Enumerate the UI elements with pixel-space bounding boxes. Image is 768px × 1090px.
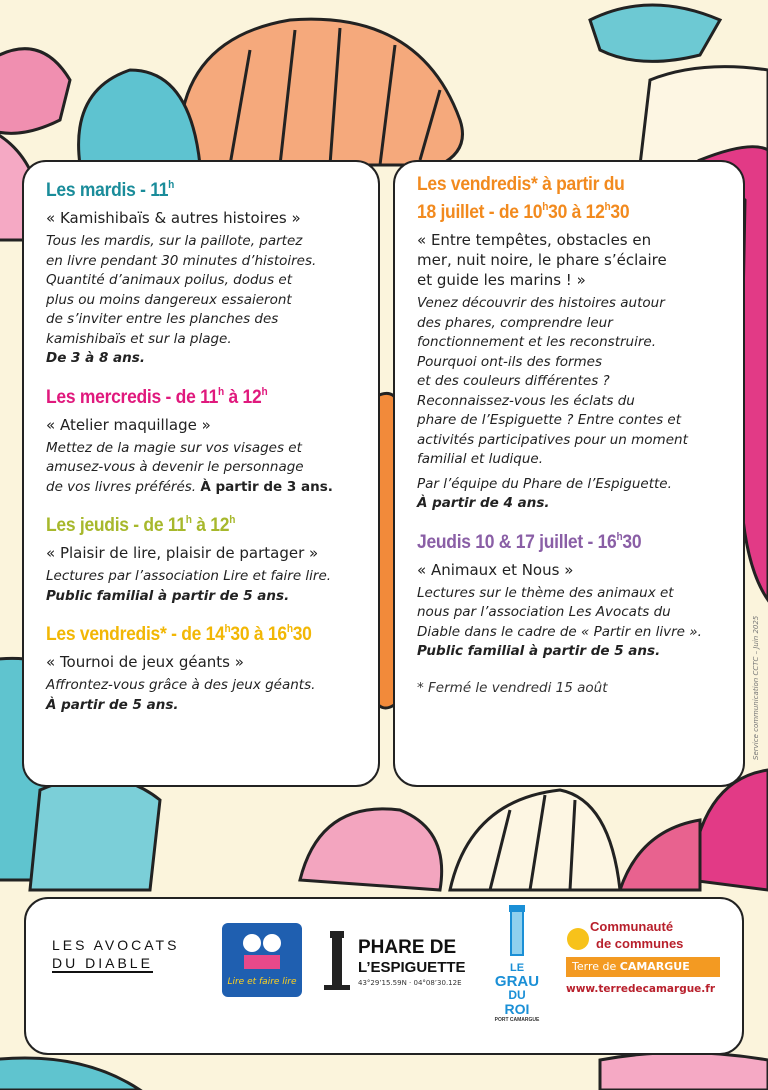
section-jeudis	[46, 509, 358, 606]
title-plaisir-de-lire: « Plaisir de lire, plaisir de partager »	[46, 544, 319, 562]
description-mardis: Tous les mardis, sur la paillote, partez en livre pendant 30 minutes d’histoires. Quantité d’animaux poilus, dodus et plus ou moins dangereux essaieront de s’inviter entre les planches des kamishibaïs et sur la plage. De 3 à 8 ans.	[46, 232, 358, 369]
description-animaux: Lectures sur le thème des animaux et nous par l’association Les Avocats du Diable dans le cadre de « Partir en livre ». Public familial à partir de 5 ans.	[417, 584, 723, 662]
shell-teal-topright	[590, 5, 720, 61]
title-animaux-et-nous: « Animaux et Nous »	[417, 560, 574, 579]
description-mercredis: Mettez de la magie sur vos visages et amusez-vous à devenir le personnage de vos livres préférés. À partir de 3 ans.	[46, 439, 333, 495]
lighthouse-icon	[322, 929, 352, 991]
description-vendredis: Affrontez-vous grâce à des jeux géants. À partir de 5 ans.	[46, 676, 358, 715]
lighthouse-blue-icon	[497, 905, 537, 957]
right-schedule-card	[393, 160, 745, 787]
description-jeudis: Lectures par l’association Lire et faire lire. Public familial à partir de 5 ans.	[46, 567, 358, 606]
heading-mardis: Les mardis - 11$^h$	[46, 179, 175, 201]
section-mardis	[46, 174, 358, 369]
closure-note: * Fermé le vendredi 15 août	[417, 679, 608, 696]
heading-vendredis: Les vendredis* - de 14$^h$30 à 16$^h$30	[46, 623, 312, 645]
title-tempetes: « Entre tempêtes, obstacles en mer, nuit noire, le phare s’éclaire et guide les marins ! »	[417, 231, 667, 289]
heading-jeudis-juillet: Jeudis 10 & 17 juillet - 16$^h$30	[417, 530, 642, 553]
section-phare	[417, 174, 723, 514]
logo-grau-du-roi: LE GRAU DU ROI PORT CAMARGUE	[484, 905, 550, 1045]
heading-vendredis-juillet: Les vendredis* à partir du 18 juillet - de 10$^h$30 à 12$^h$30	[417, 174, 630, 223]
side-credit: Service communication CCTC – Juin 2025	[752, 615, 760, 760]
organizer-phare: Par l’équipe du Phare de l’Espiguette.	[417, 475, 672, 492]
age-phare: À partir de 4 ans.	[417, 495, 550, 511]
camargue-banner: Terre de CAMARGUE	[566, 957, 720, 977]
title-maquillage: « Atelier maquillage »	[46, 415, 211, 434]
age-mercredis: À partir de 3 ans.	[200, 478, 333, 495]
age-vendredis: À partir de 5 ans.	[46, 696, 179, 713]
sun-icon	[566, 927, 590, 951]
logo-terre-de-camargue: Communauté de communes Terre de CAMARGUE www.terredecamargue.fr	[566, 919, 736, 1029]
age-mardis: De 3 à 8 ans.	[46, 350, 145, 366]
title-kamishibais: « Kamishibaïs & autres histoires »	[46, 209, 301, 227]
children-reading-icon	[222, 923, 302, 975]
shell-pink-topleft	[0, 49, 70, 134]
heading-mercredis: Les mercredis - de 11$^h$ à 12$^h$	[46, 385, 268, 408]
heading-jeudis: Les jeudis - de 11$^h$ à 12$^h$	[46, 514, 236, 536]
shell-salmon-top	[179, 19, 462, 165]
left-schedule-card	[22, 160, 380, 787]
shell-pink-bottomright	[690, 770, 768, 890]
age-animaux: Public familial à partir de 5 ans.	[417, 643, 661, 659]
title-jeux-geants: « Tournoi de jeux géants »	[46, 653, 244, 671]
section-vendredis	[46, 618, 358, 715]
logo-avocats-du-diable: LES AVOCATS DU DIABLE	[52, 937, 180, 971]
section-mercredis	[46, 381, 358, 498]
age-jeudis: Public familial à partir de 5 ans.	[46, 587, 290, 604]
logo-lire-et-faire-lire: Lire et faire lire	[222, 923, 302, 997]
shell-cream-bottom	[450, 790, 620, 890]
section-jeudis-juillet	[417, 526, 723, 662]
shell-pink-bottomright2	[620, 820, 700, 890]
website-url: www.terredecamargue.fr	[566, 983, 716, 995]
shell-pink-bottom	[300, 809, 442, 890]
description-phare: Venez découvrir des histoires autour des phares, comprendre leur fonctionnement et les reconstruire. Pourquoi ont-ils des formes et des couleurs différentes ? Reconnaissez-vous les éclats du phare de l’Espiguette ? Entre contes et activités participatives pour un moment familial et ludique. Par l’équipe du Phare de l’Espiguette. À partir de 4 ans.	[417, 294, 723, 514]
shell-teal-bottom	[30, 777, 160, 890]
partner-logos-bar: LES AVOCATS DU DIABLE Lire et faire lire PHARE DE L’ESPIGUETTE 43°29’15.59N · 04°08’30.12E LE GRAU DU ROI PORT CAMARGUE Communauté de communes Terre de CAMARGUE www.terredecamargue.fr	[24, 897, 744, 1055]
shell-teal-topleft	[79, 70, 200, 165]
